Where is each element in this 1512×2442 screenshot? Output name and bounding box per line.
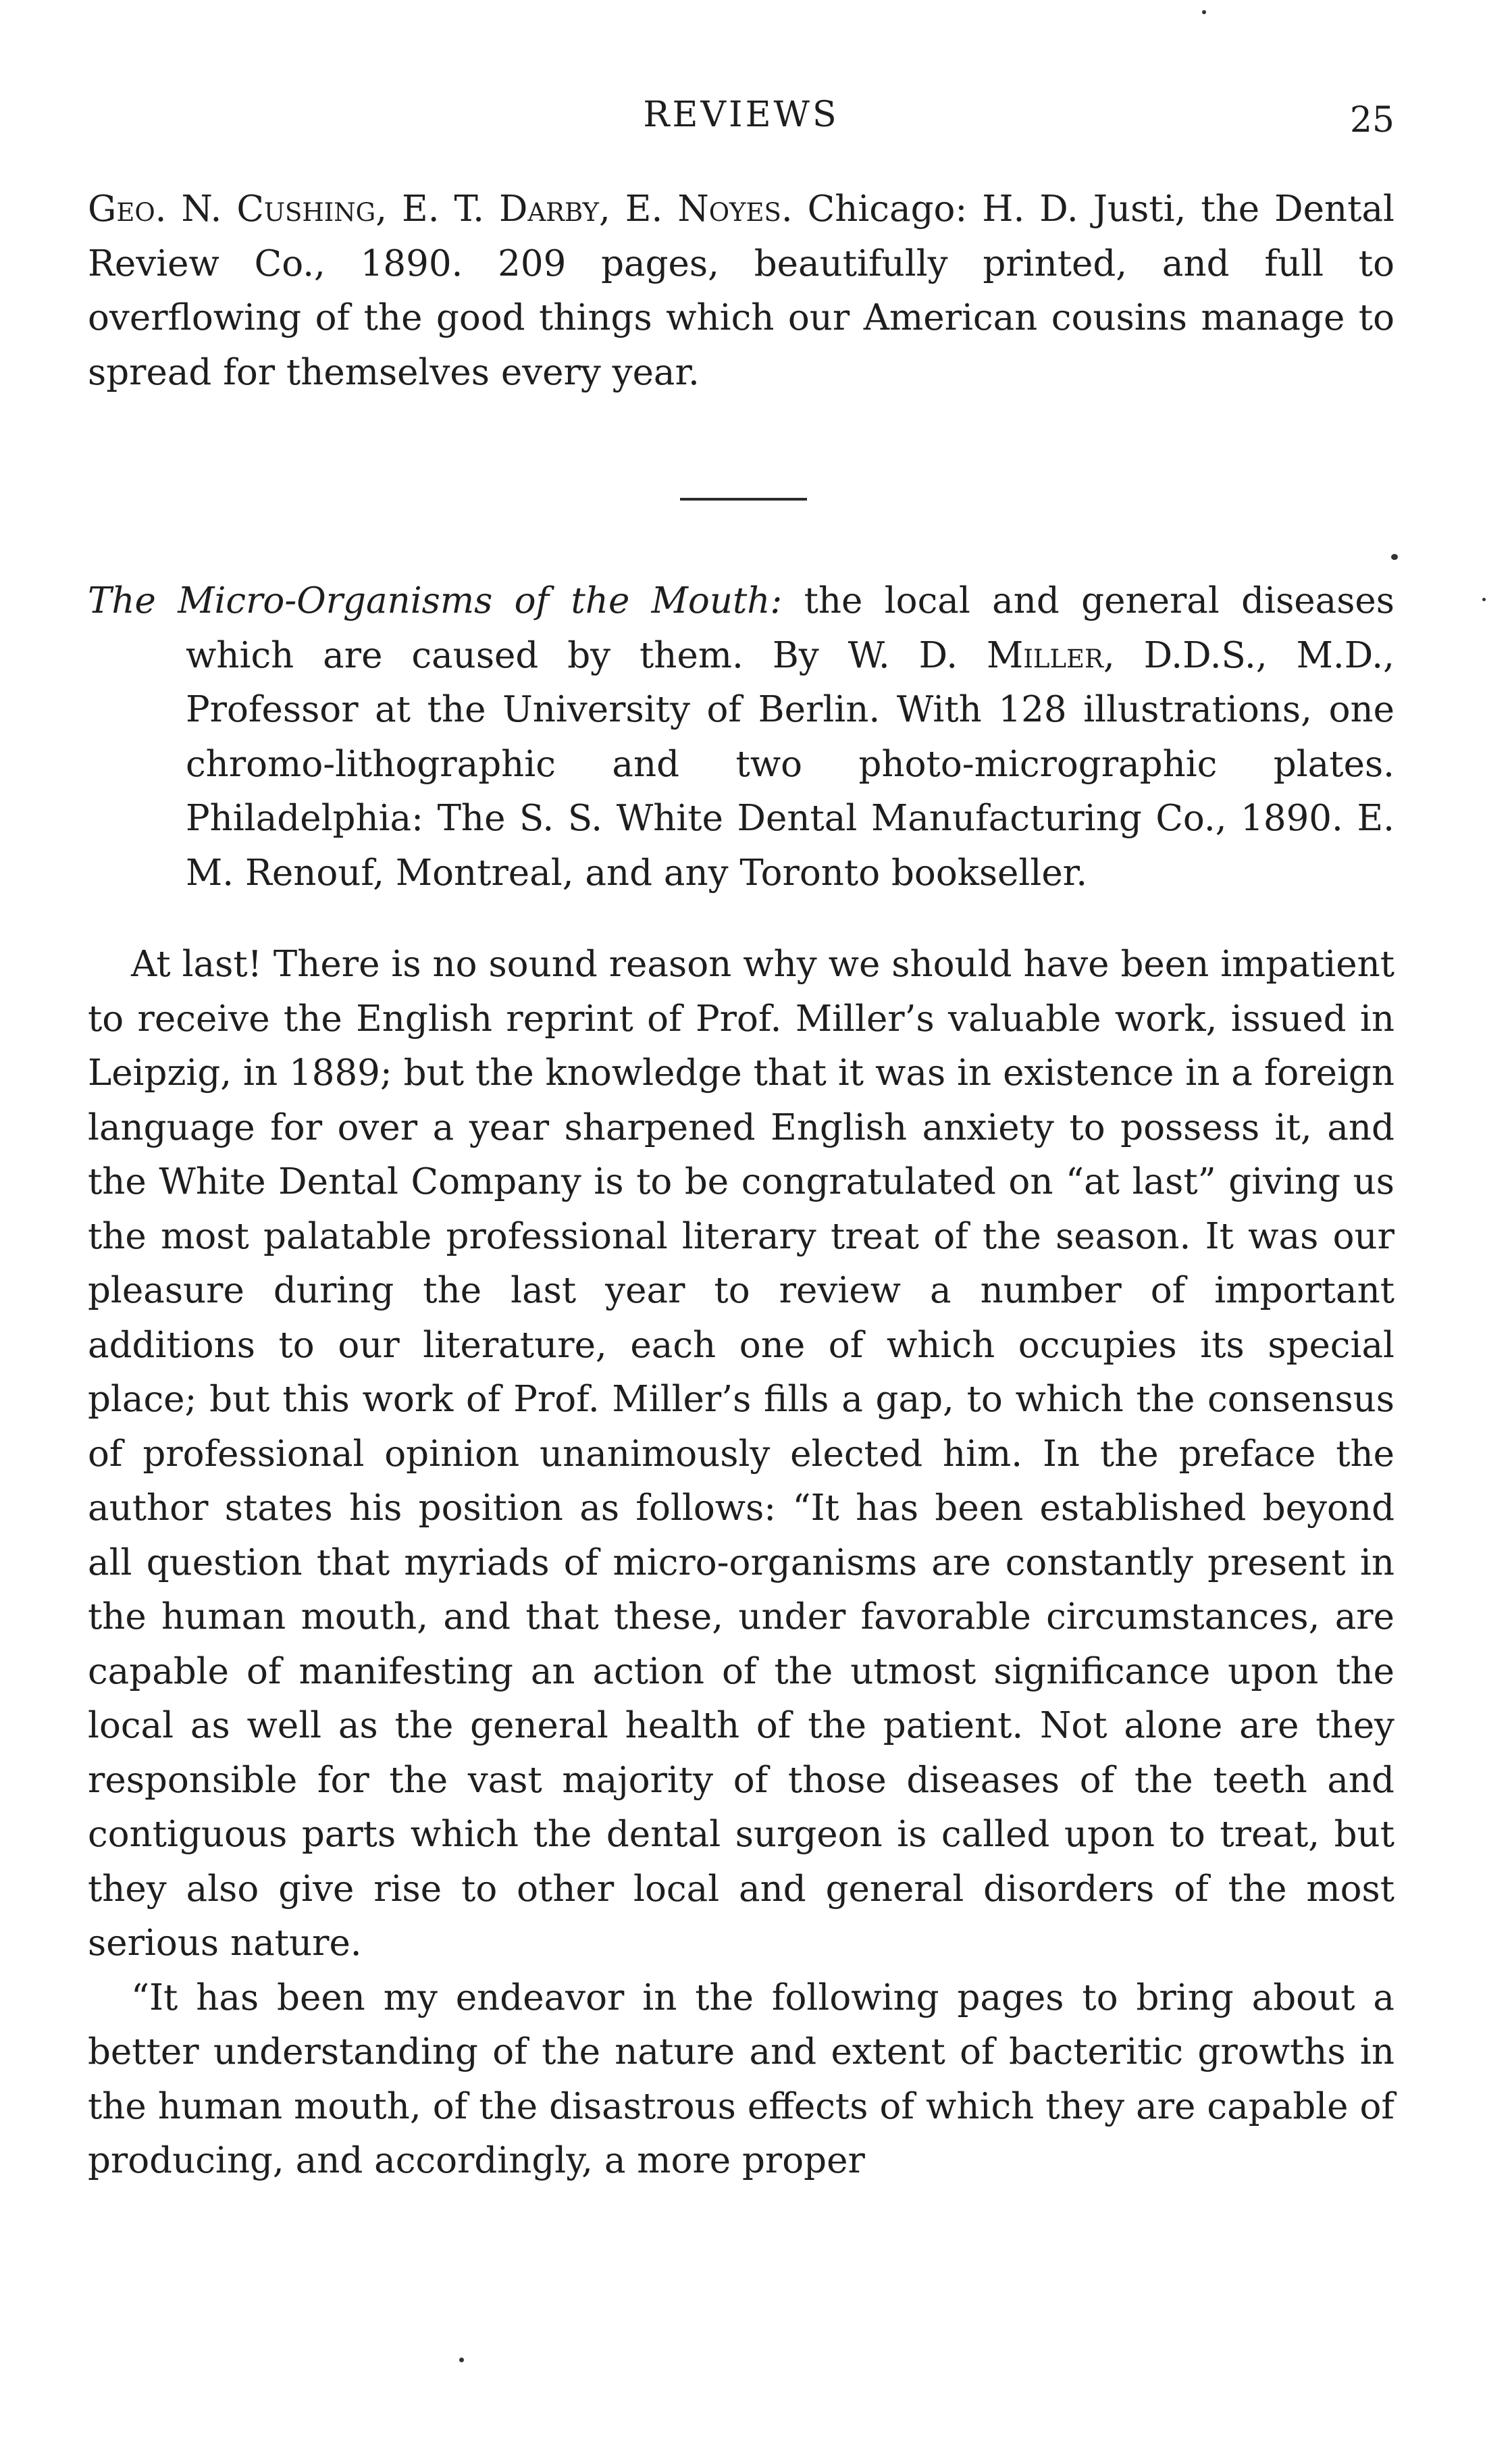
section-divider (680, 498, 807, 501)
previous-review-paragraph (88, 182, 1394, 400)
citation-author: Miller (986, 634, 1103, 676)
previous-review-ending (88, 182, 1394, 400)
running-title: REVIEWS (643, 95, 839, 135)
citation-text-2: , D.D.S., M.D., Professor at the University of Berlin. With 128 illustrations, one chromo-lithographic and two photo-micrographic plates. Philadelphia: The S. S. White Dental Manufacturing Co., 1890. E. M. Renouf, Montreal, and any Toronto bookseller. (186, 634, 1394, 894)
running-head (88, 95, 1394, 142)
print-speck (1391, 554, 1398, 560)
book-citation (88, 574, 1394, 900)
book-title: The Micro-Organisms of the Mouth: (88, 580, 783, 621)
review-body (88, 938, 1394, 2189)
publication-details: Chicago: H. D. Justi, the Dental Review Co., 1890. 209 pages, beautifully printed, and full to overflowing of the good things which our American cousins manage to spread for themselves every year. (88, 188, 1394, 393)
review-paragraph-1: At last! There is no sound reason why we should have been impatient to receive the English reprint of Prof. Miller’s valuable work, issued in Leipzig, in 1889; but the knowledge that it was in existence in a foreign language for over a year sharpened English anxiety to possess it, and the White Dental Company is to be congratulated on “at last” giving us the most palatable professional literary treat of the season. It was our pleasure during the last year to review a number of important additions to our literature, each one of which occupies its special place; but this work of Prof. Miller’s fills a gap, to which the consensus of professional opinion unanimously elected him. In the preface the author states his position as follows: “It has been established beyond all question that myriads of micro-organisms are constantly present in the human mouth, and that these, under favorable circumstances, are capable of manifesting an action of the utmost significance upon the local as well as the general health of the patient. Not alone are they responsible for the vast majority of those diseases of the teeth and contiguous parts which the dental surgeon is called upon to treat, but they also give rise to other local and general disorders of the most serious nature. (88, 944, 1394, 1964)
page-number: 25 (1349, 100, 1394, 141)
citation-text-1: the local and general diseases which are caused by them. By W. D. (186, 580, 1394, 676)
citation-paragraph (88, 574, 1394, 900)
print-speck (459, 2358, 464, 2362)
print-speck (1202, 10, 1206, 14)
review-paragraph-2: “It has been my endeavor in the following pages to bring about a better understanding of the nature and extent of bacteritic growths in the human mouth, of the disastrous effects of which they are capable of producing, and accordingly, a more proper (88, 1977, 1394, 2181)
editor-names: Geo. N. Cushing, E. T. Darby, E. Noyes. (88, 188, 793, 230)
print-speck (1482, 598, 1486, 601)
